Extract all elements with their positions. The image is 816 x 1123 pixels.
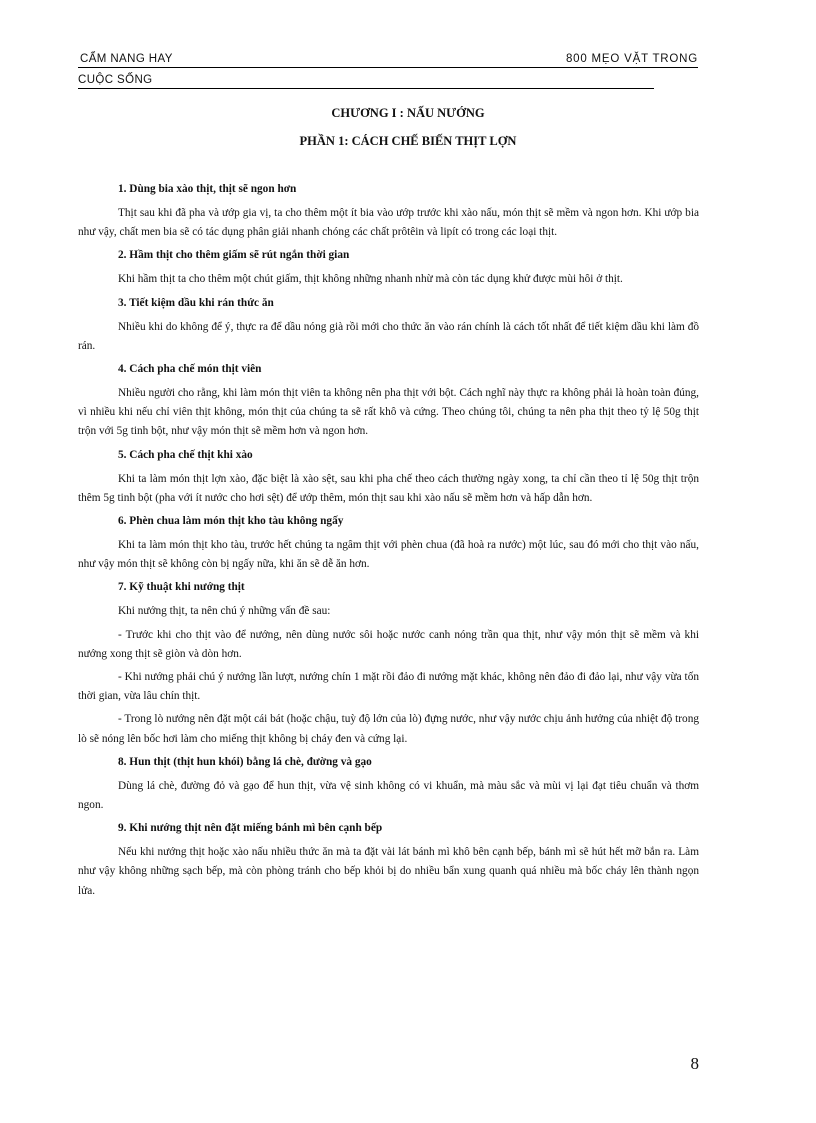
section-4	[78, 360, 699, 442]
section-paragraph: Nhiều khi do không để ý, thực ra để dầu nóng già rồi mới cho thức ăn vào rán chính là cách tốt nhất để tiết kiệm dầu khi làm đồ rán.	[78, 320, 699, 352]
section-2	[78, 246, 699, 289]
header-line-2	[78, 74, 654, 89]
section-heading: 4. Cách pha chế món thịt viên	[118, 363, 262, 376]
section-heading: 6. Phèn chua làm món thịt kho tàu không ngấy	[118, 515, 344, 528]
section-paragraph: - Trong lò nướng nên đặt một cái bát (hoặc chậu, tuỳ độ lớn của lò) đựng nước, như vậy nước chịu ảnh hưởng của nhiệt độ trong lò sẽ nóng lên bốc hơi làm cho miếng thịt không bị cháy đen và cứng lại.	[78, 713, 699, 745]
section-1	[78, 180, 699, 242]
section-paragraph: Nếu khi nướng thịt hoặc xào nấu nhiều thức ăn mà ta đặt vài lát bánh mì khô bên cạnh bếp, bánh mì sẽ hút hết mỡ bắn ra. Làm như vậy không những sạch bếp, mà còn phòng tránh cho bếp khỏi bị do nhiều bẩn xung quanh quá nhiều mà bốc cháy lên thành ngọn lửa.	[78, 846, 699, 897]
section-paragraph: Khi nướng thịt, ta nên chú ý những vấn đề sau:	[118, 605, 331, 618]
section-heading: 9. Khi nướng thịt nên đặt miếng bánh mì bên cạnh bếp	[118, 822, 383, 835]
page-number: 8	[690, 1054, 699, 1073]
header-left-text: CẨM NANG HAY	[80, 53, 173, 65]
section-heading: 5. Cách pha chế thịt khi xào	[118, 448, 253, 461]
section-9	[78, 819, 699, 901]
section-heading: 1. Dùng bia xào thịt, thịt sẽ ngon hơn	[118, 183, 297, 195]
section-paragraph: Dùng lá chè, đường đỏ và gạo để hun thịt, vừa vệ sinh không có vi khuẩn, mà màu sắc và mùi vị lại đạt tiêu chuẩn và thơm ngon.	[78, 779, 699, 812]
part-title: PHẦN 1: CÁCH CHẾ BIẾN THỊT LỢN	[299, 134, 517, 148]
chapter-title: CHƯƠNG I : NẤU NƯỚNG	[331, 106, 485, 120]
header-line-1	[78, 53, 698, 68]
document-body	[78, 180, 699, 905]
header-line2-text: CUỘC SỐNG	[78, 74, 153, 86]
header-right-text: 800 MẸO VẶT TRONG	[565, 53, 698, 65]
section-8	[78, 753, 699, 815]
section-7	[78, 578, 699, 748]
section-paragraph: Thịt sau khi đã pha và ướp gia vị, ta cho thêm một ít bia vào ướp trước khi xào nấu, món thịt sẽ mềm và ngon hơn. Khi ướp bia như vậy, chất men bia sẽ có tác dụng phân giải nhanh chóng các chất prôtêin và lipít có trong các loại thịt.	[78, 207, 699, 239]
section-heading: 7. Kỹ thuật khi nướng thịt	[118, 581, 245, 594]
section-heading: 8. Hun thịt (thịt hun khói) bằng lá chè, đường và gạo	[118, 755, 372, 768]
section-6	[78, 512, 699, 574]
section-heading: 2. Hầm thịt cho thêm giấm sẽ rút ngắn thời gian	[118, 249, 350, 262]
section-paragraph: Khi hầm thịt ta cho thêm một chút giấm, thịt không những nhanh nhừ mà còn tác dụng khử được mùi hôi ở thịt.	[118, 273, 623, 286]
section-5	[78, 446, 699, 508]
section-paragraph: - Khi nướng phải chú ý nướng lần lượt, nướng chín 1 mặt rồi đảo đi nướng mặt khác, không nên đảo đi đảo lại, như vậy vừa tốn thời gian, vừa lâu chín thịt.	[78, 671, 699, 703]
section-paragraph: Khi ta làm món thịt lợn xào, đặc biệt là xào sệt, sau khi pha chế theo cách thường ngày xong, ta chỉ cần theo tỉ lệ 50g thịt trộn thêm 5g tinh bột (pha với ít nước cho hơi sệt) để ướp thêm, món thịt sau khi xào nấu sẽ mềm hơn và hấp dẫn hơn.	[78, 472, 699, 504]
section-paragraph: Khi ta làm món thịt kho tàu, trước hết chúng ta ngâm thịt với phèn chua (đã hoà ra nước) một lúc, sau đó mới cho thịt vào nấu, như vậy món thịt sẽ không còn bị ngấy nữa, khi ăn sẽ dễ ăn hơn.	[78, 539, 699, 571]
section-paragraph: - Trước khi cho thịt vào để nướng, nên dùng nước sôi hoặc nước canh nóng trần qua thịt, như vậy món thịt sẽ mềm và khi nướng xong thịt sẽ giòn và dòn hơn.	[78, 628, 699, 660]
section-paragraph: Nhiều người cho rằng, khi làm món thịt viên ta không nên pha thịt với bột. Cách nghĩ này thực ra không phải là hoàn toàn đúng, vì nhiều khi nếu chỉ viên thịt không, món thịt của chúng ta sẽ rất khô và cứng. Theo chúng tôi, chúng ta nên pha thịt theo tỷ lệ 50g thịt trộn với 5g tinh bột, như vậy món thịt sẽ mềm hơn và ngon hơn.	[78, 387, 699, 438]
page-header	[78, 53, 698, 89]
section-heading: 3. Tiết kiệm dầu khi rán thức ăn	[118, 296, 274, 309]
section-3	[78, 294, 699, 356]
